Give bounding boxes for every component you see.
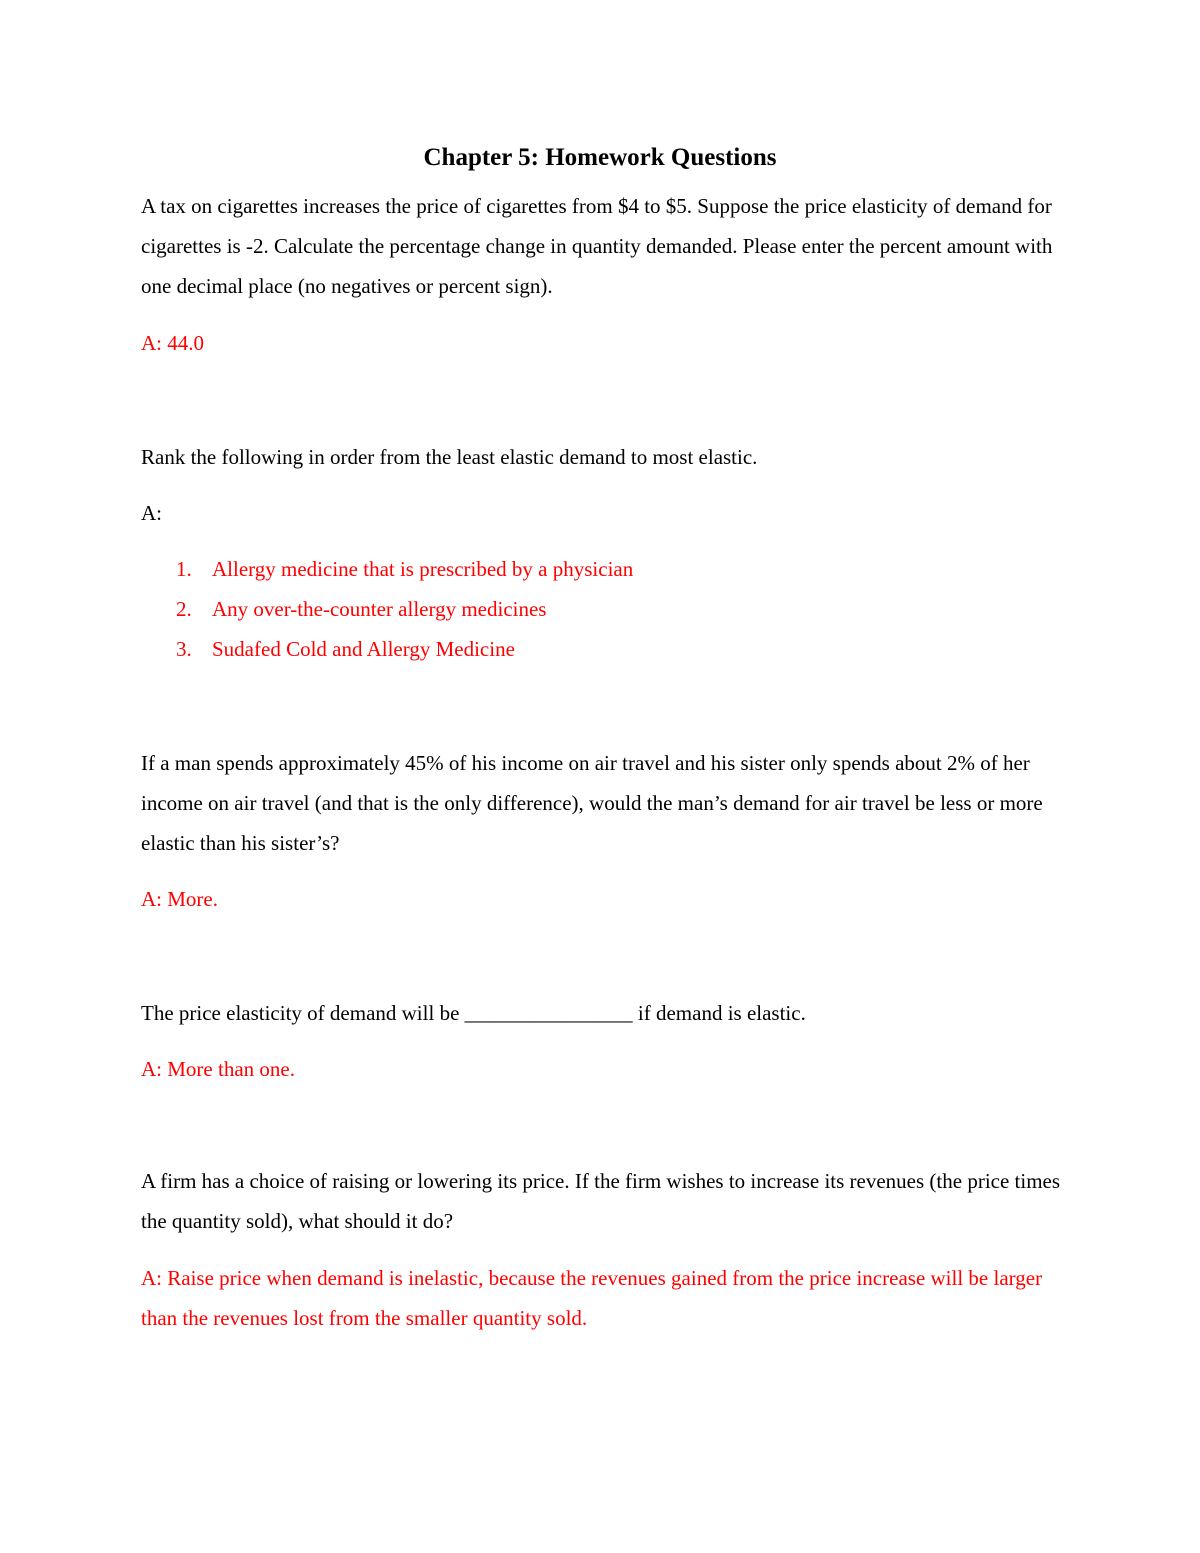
list-item-text: Allergy medicine that is prescribed by a physician — [212, 557, 634, 581]
list-item — [141, 629, 1061, 669]
question-4-prompt: The price elasticity of demand will be ________________ if demand is elastic. — [141, 1001, 806, 1025]
question-1-prompt: A tax on cigarettes increases the price of cigarettes from $4 to $5. Suppose the price elasticity of demand for cigarettes is -2. Calculate the percentage change in quantity demanded. Please enter the percent amount with one decimal place (no negatives or percent sign). — [141, 194, 1053, 298]
question-1-answer: A: 44.0 — [141, 331, 204, 355]
question-3-answer: A: More. — [141, 887, 218, 911]
list-item — [141, 589, 1061, 629]
list-item-text: Sudafed Cold and Allergy Medicine — [212, 637, 515, 661]
page-title: Chapter 5: Homework Questions — [423, 144, 777, 171]
list-item — [141, 549, 1061, 589]
question-2-prompt: Rank the following in order from the least elastic demand to most elastic. — [141, 445, 758, 469]
list-item-text: Any over-the-counter allergy medicines — [212, 597, 547, 621]
question-2-answer-label: A: — [141, 501, 162, 525]
question-5-prompt: A firm has a choice of raising or lowering its price. If the firm wishes to increase its revenues (the price times the quantity sold), what should it do? — [141, 1169, 1061, 1233]
question-2-answer-list — [141, 549, 1061, 669]
question-3-prompt: If a man spends approximately 45% of his income on air travel and his sister only spends about 2% of her income on air travel (and that is the only difference), would the man’s demand for air travel be less or more elastic than his sister’s? — [141, 751, 1043, 855]
question-4-answer: A: More than one. — [141, 1057, 295, 1081]
list-item-number: 2. — [176, 597, 192, 621]
question-5-answer: A: Raise price when demand is inelastic, because the revenues gained from the price increase will be larger than the revenues lost from the smaller quantity sold. — [141, 1266, 1043, 1330]
list-item-number: 1. — [176, 557, 192, 581]
list-item-number: 3. — [176, 637, 192, 661]
